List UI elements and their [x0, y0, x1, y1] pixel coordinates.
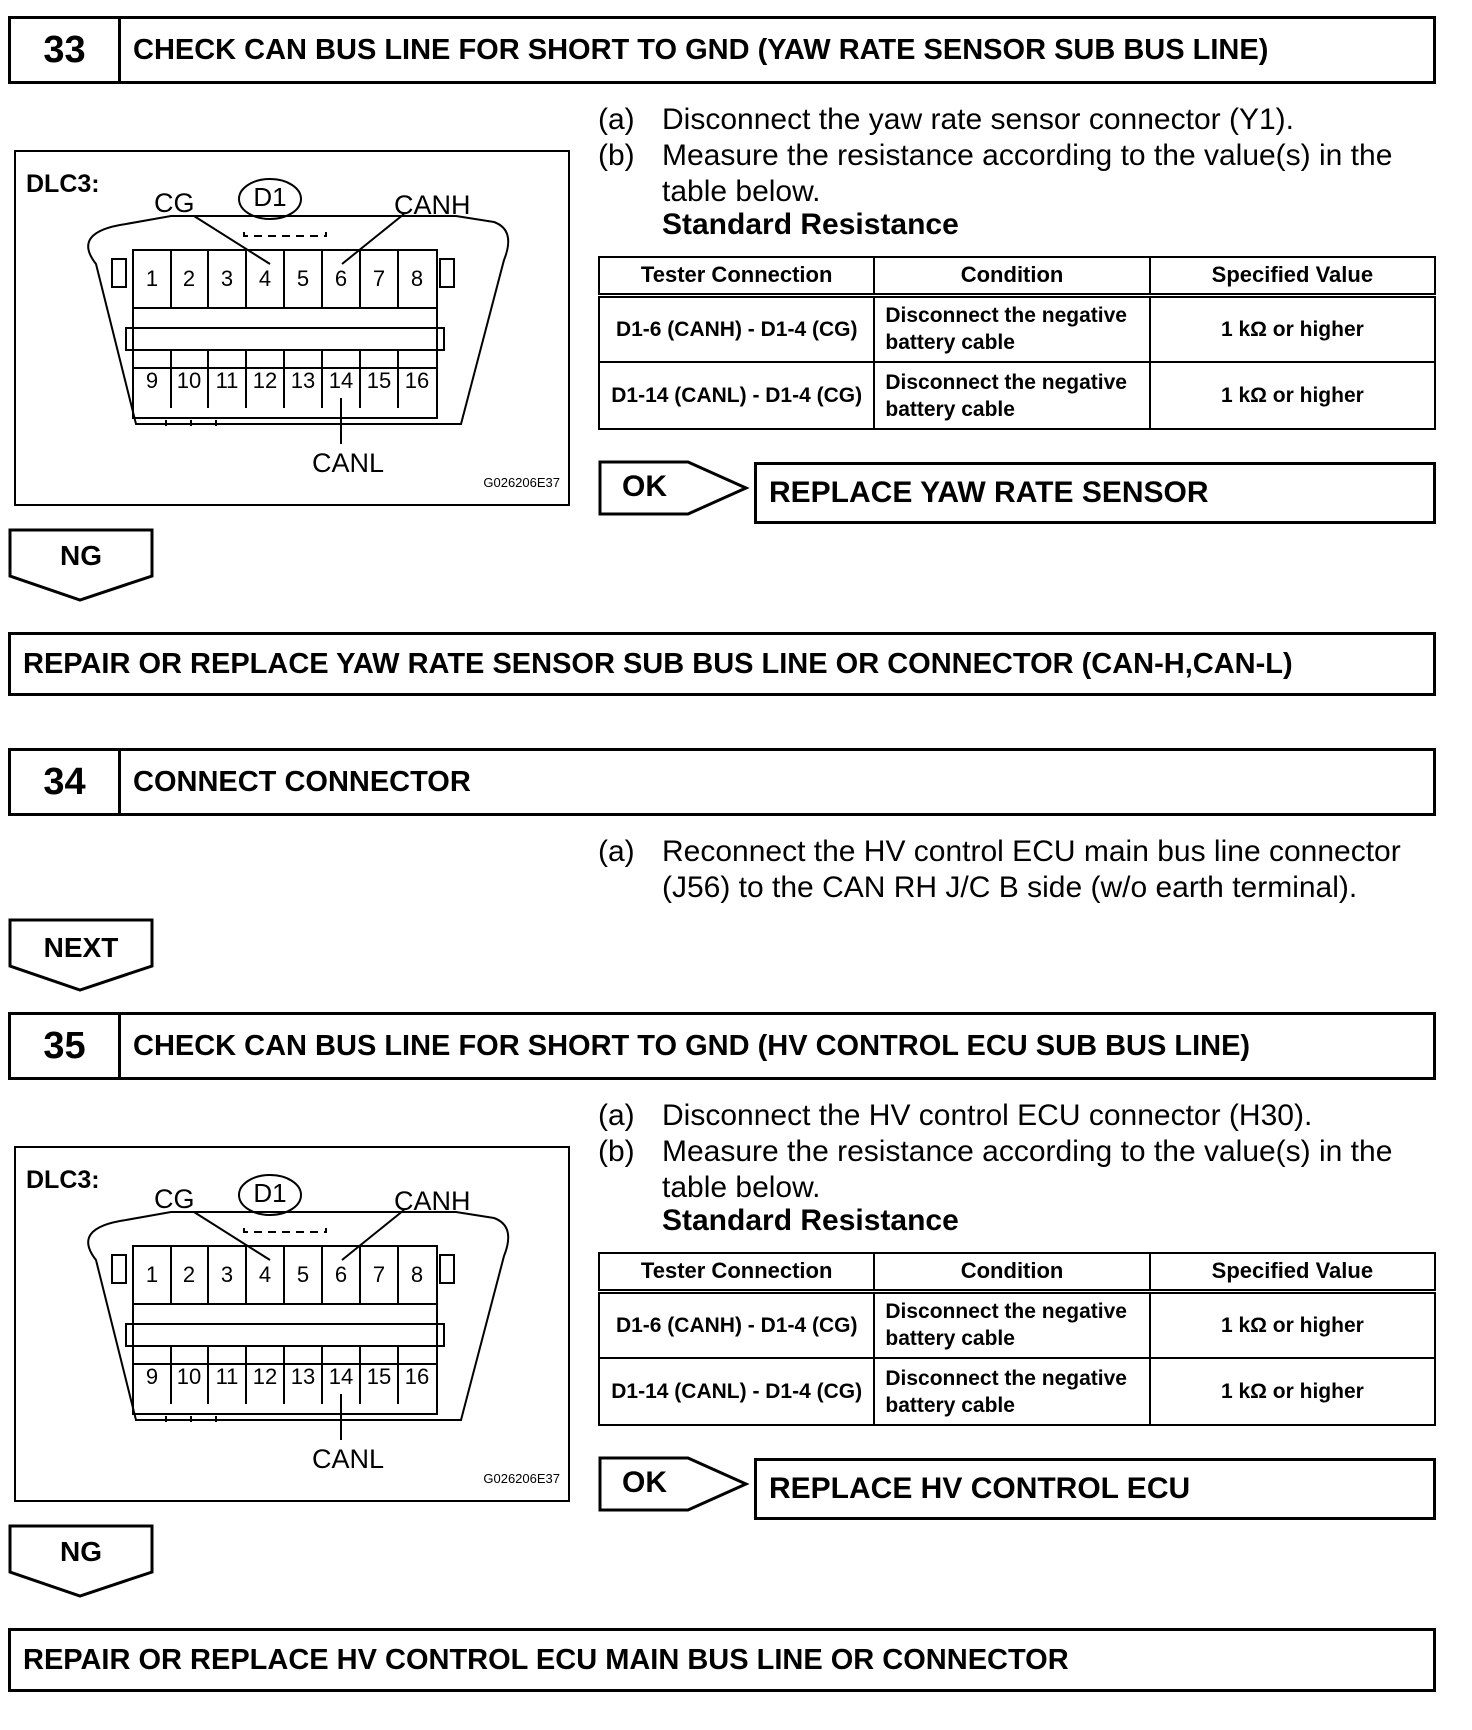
dlc3-label: DLC3:: [26, 170, 100, 198]
table-row: D1-6 (CANH) - D1-4 (CG) Disconnect the negative battery cable 1 kΩ or higher: [599, 295, 1435, 362]
table-header: Condition: [874, 1253, 1149, 1291]
pin-label: 7: [372, 1262, 386, 1287]
pin-label: 9: [145, 368, 159, 393]
pin-label: 4: [258, 1262, 272, 1287]
pin-label: 16: [404, 1364, 430, 1389]
pin-label: 6: [334, 1262, 348, 1287]
standard-resistance-label: Standard Resistance: [662, 1204, 959, 1237]
ng-label: NG: [60, 1536, 102, 1567]
ok-arrow: [598, 1456, 754, 1521]
ok-arrow: [598, 460, 754, 525]
step-34-instructions: [598, 834, 1448, 906]
pin-label: 10: [176, 1364, 202, 1389]
table-header: Specified Value: [1150, 257, 1435, 295]
instruction-item: (b) Measure the resistance according to the value(s) in the table below.: [598, 1135, 1393, 1204]
cg-label: CG: [154, 1184, 195, 1214]
table-header: Tester Connection: [599, 1253, 874, 1291]
pin-label: 7: [372, 266, 386, 291]
pin-label: 10: [176, 368, 202, 393]
step-number: 34: [11, 751, 121, 813]
dlc3-connector-diagram: [14, 1146, 570, 1502]
pin-label: 5: [296, 266, 310, 291]
pin-label: 11: [215, 1364, 239, 1389]
pin-label: 14: [328, 1364, 354, 1389]
connector-id: D1: [253, 182, 287, 212]
instruction-item: (a) Disconnect the HV control ECU connector (H30).: [598, 1099, 1313, 1132]
ok-result: REPLACE HV CONTROL ECU: [754, 1458, 1436, 1520]
pin-label: 3: [220, 266, 234, 291]
instruction-item: (a) Disconnect the yaw rate sensor connector (Y1).: [598, 103, 1294, 136]
table-row: D1-14 (CANL) - D1-4 (CG) Disconnect the negative battery cable 1 kΩ or higher: [599, 1358, 1435, 1425]
spec-table: [598, 256, 1436, 430]
step-title: CONNECT CONNECTOR: [133, 765, 471, 798]
cg-label: CG: [154, 188, 195, 218]
step-35-instructions: [598, 1098, 1448, 1206]
dlc3-label: DLC3:: [26, 1166, 100, 1194]
pin-label: 2: [182, 266, 196, 291]
ok-label: OK: [622, 1466, 667, 1499]
pin-label: 4: [258, 266, 272, 291]
connector-id: D1: [253, 1178, 287, 1208]
canh-label: CANH: [394, 190, 471, 220]
step-33-instructions: [598, 102, 1448, 210]
pin-label: 15: [366, 1364, 392, 1389]
pin-label: 1: [145, 266, 159, 291]
pin-label: 9: [145, 1364, 159, 1389]
step-number: 35: [11, 1015, 121, 1077]
table-row: D1-6 (CANH) - D1-4 (CG) Disconnect the negative battery cable 1 kΩ or higher: [599, 1291, 1435, 1358]
pin-label: 2: [182, 1262, 196, 1287]
step-title: CHECK CAN BUS LINE FOR SHORT TO GND (YAW RATE SENSOR SUB BUS LINE): [133, 33, 1269, 66]
standard-resistance-label: Standard Resistance: [662, 208, 959, 241]
pin-label: 16: [404, 368, 430, 393]
pin-label: 13: [290, 368, 316, 393]
pin-label: 5: [296, 1262, 310, 1287]
table-row: D1-14 (CANL) - D1-4 (CG) Disconnect the negative battery cable 1 kΩ or higher: [599, 362, 1435, 429]
spec-table: [598, 1252, 1436, 1426]
pin-label: 6: [334, 266, 348, 291]
canl-label: CANL: [312, 448, 385, 478]
step-35-header: [8, 1012, 1436, 1080]
canl-label: CANL: [312, 1444, 385, 1474]
figure-code: G026206E37: [483, 475, 560, 490]
instruction-item: (a) Reconnect the HV control ECU main bus line connector (J56) to the CAN RH J/C B side (w/o earth terminal).: [598, 835, 1401, 904]
pin-label: 12: [252, 368, 278, 393]
ng-result: REPAIR OR REPLACE HV CONTROL ECU MAIN BUS LINE OR CONNECTOR: [8, 1628, 1436, 1692]
table-header: Specified Value: [1150, 1253, 1435, 1291]
ok-result: REPLACE YAW RATE SENSOR: [754, 462, 1436, 524]
step-33-header: [8, 16, 1436, 84]
ng-label: NG: [60, 540, 102, 571]
pin-label: 12: [252, 1364, 278, 1389]
pin-label: 13: [290, 1364, 316, 1389]
table-header: Condition: [874, 257, 1149, 295]
pin-label: 14: [328, 368, 354, 393]
ok-label: OK: [622, 470, 667, 503]
dlc3-connector-diagram: [14, 150, 570, 506]
pin-label: 15: [366, 368, 392, 393]
step-title: CHECK CAN BUS LINE FOR SHORT TO GND (HV CONTROL ECU SUB BUS LINE): [133, 1029, 1251, 1062]
next-label: NEXT: [43, 932, 119, 963]
canh-label: CANH: [394, 1186, 471, 1216]
pin-label: 1: [145, 1262, 159, 1287]
pin-label: 8: [410, 266, 424, 291]
pin-label: 3: [220, 1262, 234, 1287]
figure-code: G026206E37: [483, 1471, 560, 1486]
instruction-item: (b) Measure the resistance according to the value(s) in the table below.: [598, 139, 1393, 208]
ng-result: REPAIR OR REPLACE YAW RATE SENSOR SUB BUS LINE OR CONNECTOR (CAN-H,CAN-L): [8, 632, 1436, 696]
pin-label: 11: [215, 368, 239, 393]
step-34-header: [8, 748, 1436, 816]
table-header: Tester Connection: [599, 257, 874, 295]
pin-label: 8: [410, 1262, 424, 1287]
step-number: 33: [11, 19, 121, 81]
